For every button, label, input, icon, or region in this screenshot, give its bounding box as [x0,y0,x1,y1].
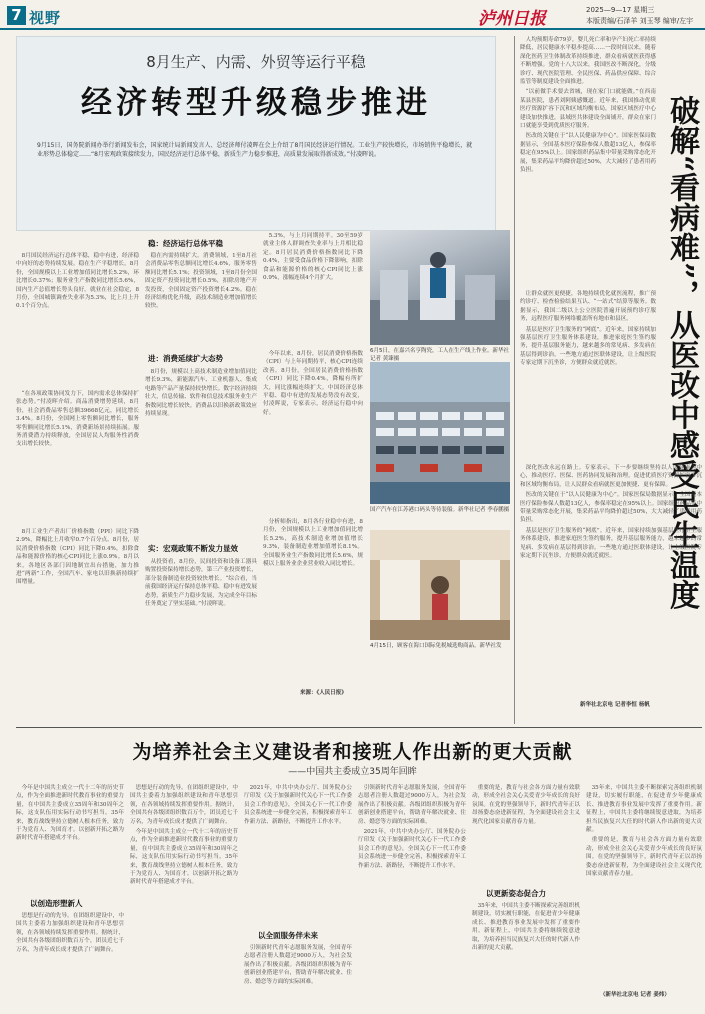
editors-line: 本版责编/石泽羊 刘玉琴 编审/左宇 [586,17,694,25]
lead-source: 来源：《人民日报》 [300,690,347,696]
right-article-body-b: 让群众就医更便捷，各地持续优化就医流程，推广预约诊疗、检查检验结果互认、“一站式”结算等服务。数据显示，我国二级以上公立医院普遍开展预约诊疗服务，远程医疗服务网络覆盖所有地市和县区。 基层是医疗卫生服务的“网底”。近年来，国家持续加强基层医疗卫生服务体系建设，推进家庭医生签约服务，提升基层服务能力，越来越多的常见病、多发病在基层得到诊治。一些地方通过医联体建设，让上级医院专家定期下沉坐诊，方便群众就近就医。 [520,291,656,367]
bottom-heading-1: 以创造形塑新人 [30,899,83,908]
lead-col2-a: 稳在内需持续扩大。消费领域，1至8月社会消费品零售总额同比增长4.6%，服务零售额同比增长5.1%；投资领域，1至8月份全国固定资产投资同比增长0.5%，扣除房地产开发投资，全国固定资产投资增长4.2%。稳在经济结构优化升级，高技术制造业增加值增长较快。 [145,253,257,310]
store-photo-caption: 4月15日，顾客在海口国际免税城选购商品。新华社发 [370,643,502,649]
right-article-title: 破解“看病难”，从医改中感受民生温度 [664,95,699,610]
lead-col3-a: 5.3%，与上月同期持平。30至59岁就业主体人群调查失业率与上月相比稳定。8月居民消费价格指数同比下降0.4%，主要受食品价格下降影响，扣除食品和能源价格的核心CPI同比上涨0.9%，涨幅连续4个月扩大。 [263,233,363,282]
lead-intro: 9月15日，国务院新闻办举行新闻发布会，国家统计局新闻发言人、总经济师付凌晖在会上介绍了8月国民经济运行情况。工业生产较快增长，市场销售平稳增长，就业形势总体稳定……“8月宏观政策接续发力，国民经济运行总体平稳，新质生产力稳步推进，高质量发展取得新成效。”付凌晖说。 [37,142,473,158]
store-photo-graphic [370,530,510,640]
bottom-col1: 今年是中国共主成立一代十二年的历史节点，作为全面推进新时代教育事业的重要力量，在中国共主委成立35周年和30周年之际，这支队伍用实际行动书写担当。35年来，教育战线坚持立德树人根本任务，致力于为党育人、为国育才。以创新开拓之路为新时代青年搭建成才平台。 [16,785,124,842]
lead-col1-a: 8月国民经济运行总体平稳，稳中有进，经济稳中向好的态势持续发展。稳在生产平稳增长。8月份，全国规模以上工业增加值同比增长5.2%，环比增长0.37%；服务业生产指数同比增长5.6%，国内生产总值增长势头良好。就业在社会稳定，8月份，全国城镇调查失业率为5.3%，比上月上升0.1个百分点。 [16,253,139,310]
right-article-author: 新华社北京电 记者李恒 杨帆 [580,702,650,708]
factory-photo [370,230,510,345]
header-info [586,5,693,27]
bottom-article-author: （新华社北京电 记者 姜炜） [600,992,670,998]
section-heading-stable: 稳：经济运行总体平稳 [148,239,223,248]
lead-title: 经济转型升级稳步推进 [81,85,431,121]
bottom-col6: 35年来，中国共主委不断探索完善组织机制建设，切实履行职能，在促进青少年健康成长、推进教育事业发展中发挥了重要作用。新征程上，中国共主委将继续锐意进取，为培养担当民族复兴大任的时代新人作出新的更大贡献。 重要的是，教育与社会各方面力量有效联动，形成全社会关心关爱青少年成长的良好氛围。在党的坚强领导下，新时代青年正以昂扬姿态奋进新征程，为全面建设社会主义现代化国家贡献青春力量。 [586,785,702,878]
bottom-col4: 引领新时代青年志愿服务发展，全国青年志愿者注册人数超过9000万人，为社会发展作出了积极贡献。各级团组织积极为青年创新创业搭建平台，帮助青年解决就业、住房、婚恋等方面的实际困难。 2021年，中共中央办公厅、国务院办公厅印发《关于加强新时代关心下一代工作委员会工作的意见》，全国关心下一代工作委员会系统进一步健全完善，积极探索青年工作新方法、新路径，不断提升工作水平。 [358,785,466,869]
bottom-col5: 重要的是，教育与社会各方面力量有效联动，形成全社会关心关爱青少年成长的良好氛围。在党的坚强领导下，新时代青年正以昂扬姿态奋进新征程，为全面建设社会主义现代化国家贡献青春力量。 [472,785,580,825]
factory-photo-caption: 6月5日，在嘉兴名亨陶瓷，工人在生产线上作业。新华社记者 黄臻摄 [370,348,510,362]
bottom-col2: 思想是行动的先导。在团组织建设中，中国共主委着力加强组织建设和青年思想引领，在各领域持续发挥重要作用。据统计，全国共有各级团组织数百万个，团员近七千万名，为青年成长成才提供了广阔舞台。 今年是中国共主成立一代十二年的历史节点，作为全面推进新时代教育事业的重要力量，在中国共主委成立35周年和30周年之际，这支队伍用实际行动书写担当。35年来，教育战线坚持立德树人根本任务，致力于为党育人、为国育才。以创新开拓之路为新时代青年搭建成才平台。 [130,785,238,886]
bottom-divider [16,727,702,728]
bottom-col5b: 35年来，中国共主委不断探索完善组织机制建设，切实履行职能，在促进青少年健康成长、推进教育事业发展中发挥了重要作用。新征程上，中国共主委将继续锐意进取，为培养担当民族复兴大任的时代新人作出新的更大贡献。 [472,903,580,952]
store-photo [370,530,510,640]
bottom-heading-2: 以全面服务伴未来 [258,931,318,940]
section-heading-progress: 进：消费延续扩大态势 [148,354,223,363]
right-article-body-c: 深化医改永远在路上。专家表示，下一步要继续坚持以人民健康为中心，推动医疗、医保、医药协同发展和治理，促进优质医疗资源扩容下沉和区域均衡布局，让人民群众看病就医更加便捷、更有保障。 医改的关键在于“以人民健康为中心”。国家医保局数据显示，全国基本医疗保险参保人数超13亿人，参保率稳定在95%以上。国家组织药品集中带量采购常态化开展，集采药品平均降价超过50%，大大减轻了患者用药负担。 基层是医疗卫生服务的“网底”。近年来，国家持续加强基层医疗卫生服务体系建设，推进家庭医生签约服务，提升基层服务能力，越来越多的常见病、多发病在基层得到诊治。一些地方通过医联体建设，让上级医院专家定期下沉坐诊，方便群众就近就医。 [520,465,702,560]
lead-subtitle: 8月生产、内需、外贸等运行平稳 [146,53,366,71]
cars-photo [370,362,510,504]
page-number: 7 [7,6,26,25]
lead-col2-b: 8月份，规模以上高技术制造业增加值同比增长9.3%，新能源汽车、工业机器人、集成电路等产品产量保持较快增长。数字经济持续壮大，信息传输、软件和信息技术服务业生产指数同比增长较快。消费品以旧换新政策效应持续显现。 [145,369,257,418]
cars-photo-caption: 国产汽车在江苏港口码头等待装船。新华社记者 季春鹏摄 [370,507,510,513]
column-divider [514,36,515,724]
bottom-col3b: 引领新时代青年志愿服务发展，全国青年志愿者注册人数超过9000万人，为社会发展作出了积极贡献。各级团组织积极为青年创新创业搭建平台，帮助青年解决就业、住房、婚恋等方面的实际困难。 [244,945,352,985]
issue-date: 2025—9—17 星期三 [586,6,655,14]
factory-photo-graphic [370,230,510,345]
section-heading-effect: 实：宏观政策不断发力显效 [148,544,238,553]
cars-photo-graphic [370,362,510,504]
section-name: 视野 [29,9,62,27]
bottom-col1b: 思想是行动的先导。在团组织建设中，中国共主委着力加强组织建设和青年思想引领，在各领域持续发挥重要作用。据统计，全国共有各级团组织数百万个，团员近七千万名，为青年成长成才提供了广阔舞台。 [16,913,124,953]
lead-col1-b: “在各项政策协同发力下，国内需求总体保持扩张态势。”付凌晖介绍。商品消费增势延续，8月份，社会消费品零售总额39668亿元，同比增长3.4%。8月份，全国网上零售额同比增长，服务零售额同比增长5.1%，消费新场景持续拓展。服务消费潜力持续释放，全国居民人均服务性消费支出增长较快。 [16,391,139,448]
lead-banner [16,36,496,231]
bottom-heading-3: 以更新姿态促合力 [486,889,546,898]
right-article-body-a: 人均预期寿命79岁，婴儿死亡率和孕产妇死亡率持续降低，居民健康水平稳步提高……一段时间以来，随着深化医药卫生体制改革持续推进，群众看病就医获得感不断增强。党的十八大以来，我国医改不断深化，分级诊疗、现代医院管理、全民医保、药品供应保障、综合监管等制度建设全面推进。 “以前做手术要去省城，现在家门口就能做。”在西南某县医院，患者刘阿姨感慨道。近年来，我国推动优质医疗资源扩容下沉和区域均衡布局，国家区域医疗中心建设加快推进，县域医共体建设全面铺开，群众在家门口就能享受到优质医疗服务。 医改的关键在于“以人民健康为中心”。国家医保局数据显示，全国基本医疗保险参保人数超13亿人，参保率稳定在95%以上。国家组织药品集中带量采购常态化开展，集采药品平均降价超过50%，大大减轻了患者用药负担。 [520,37,656,174]
page-header [0,0,705,30]
bottom-col3: 2021年，中共中央办公厅、国务院办公厅印发《关于加强新时代关心下一代工作委员会工作的意见》，全国关心下一代工作委员会系统进一步健全完善，积极探索青年工作新方法、新路径，不断提升工作水平。 [244,785,352,825]
lead-col3-b: 今年以来，8月份，居民消费价格指数（CPI）与上年同期持平，核心CPI连续改善。8月份，全国居民消费价格指数（CPI）同比下降0.4%，降幅有所扩大，同比涨幅连续扩大。中国经济总体平稳、稳中有进的发展态势没有改变，付凌晖说，专家表示，经济运行稳中向好。 [263,351,363,416]
lead-col3-c: 分析师指出，8月各行业稳中有进，8月份，全国规模以上工业增加值同比增长5.2%，高技术制造业增加值增长9.3%，装备制造业增加值增长8.1%。全国服务业生产指数同比增长5.6%，规模以上服务业企业营业收入同比增长。 [263,519,363,568]
lead-col1-c: 8月工业生产者出厂价格指数（PPI）同比下降2.9%，降幅比上月收窄0.7个百分点。8月份，居民消费价格指数（CPI）同比下降0.4%，扣除食品和能源价格的核心CPI同比上涨0.9%。8月以来，各地区各部门因地制宜出台措施，加力推进“两新”工作，全国汽车、家电以旧换新持续扩围增量。 [16,529,139,586]
bottom-article-title: 为培养社会主义建设者和接班人作出新的更大贡献 [132,741,573,763]
newspaper-logo: 泸州日报 [478,9,546,29]
lead-col2-c: 从投资看，8月份，民间投资和设备工器具购置投资保持增长态势，第三产业投资增长，部分装备制造业投资较快增长。“综合看，当前我国经济运行保持总体平稳、稳中有进发展态势，新质生产力稳步发展，为完成全年目标任务奠定了坚实基础。”付凌晖说。 [145,559,257,608]
bottom-article-subtitle: ——中国共主委成立35周年回眸 [288,767,417,777]
